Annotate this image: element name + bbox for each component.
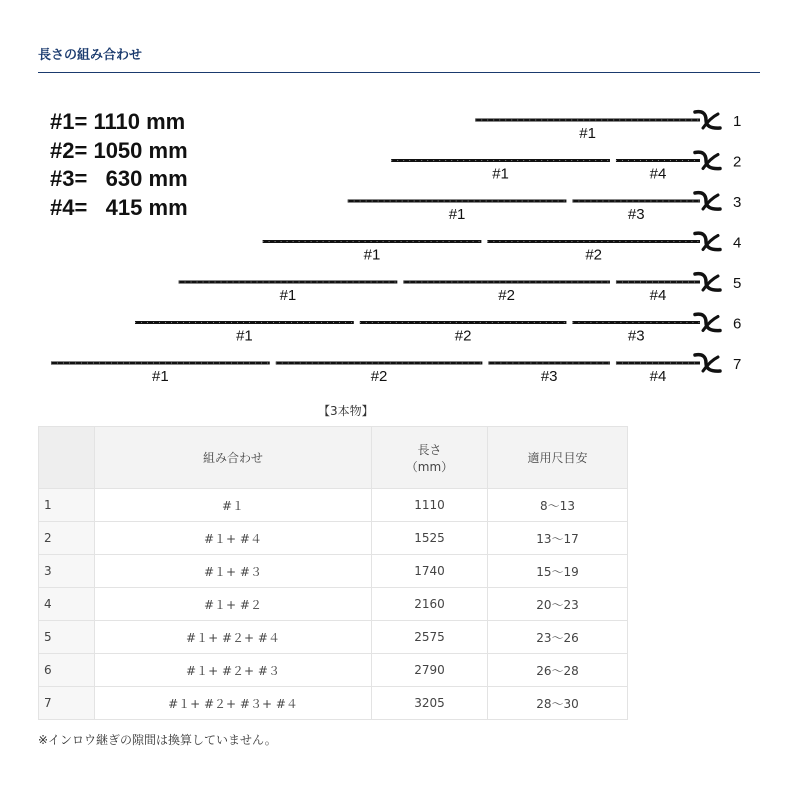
cell-index: 5 — [39, 621, 95, 654]
header-length-unit: （mm） — [405, 459, 454, 474]
combo-number: 3 — [733, 194, 742, 211]
length-label: #3= — [50, 166, 88, 191]
rod-section-label: #4 — [649, 287, 667, 304]
length-label: #4= — [50, 194, 88, 220]
cell-combo: #１+ #２+ #３+ #４ — [95, 687, 372, 720]
length-value: 415 — [105, 194, 143, 220]
cell-length: 2575 — [372, 621, 488, 654]
table-row — [39, 588, 628, 621]
cell-combo: #１+ #４ — [95, 522, 372, 555]
cell-index: 3 — [39, 555, 95, 588]
rod-section-label: #1 — [448, 206, 466, 223]
header-length — [372, 427, 488, 489]
rod-section-label: #1 — [579, 125, 596, 142]
length-unit: mm — [148, 194, 188, 220]
footnote: ※インロウ継ぎの隙間は換算していません。 — [38, 733, 277, 747]
table-row — [39, 489, 628, 522]
cell-combo: #１+ #２+ #４ — [95, 621, 372, 654]
table-header-row — [39, 427, 628, 489]
cell-index: 4 — [39, 588, 95, 621]
length-label: #1= — [50, 109, 88, 134]
cell-combo: #１ — [95, 489, 372, 522]
rod-section-label: #3 — [627, 206, 645, 223]
cell-combo: #１+ #２+ #３ — [95, 654, 372, 687]
rod-section-label: #1 — [236, 327, 253, 345]
rod-section-label: #1 — [492, 165, 509, 183]
header-length-label: 長さ — [417, 442, 442, 457]
cell-range: 13～17 — [488, 522, 628, 555]
table-row — [39, 522, 628, 555]
rod-section-label: #3 — [627, 327, 645, 345]
combo-number: 5 — [733, 275, 742, 292]
cell-range: 15～19 — [488, 555, 628, 588]
rod-section-label: #1 — [363, 246, 381, 264]
cell-range: 28～30 — [488, 687, 628, 720]
cell-combo: #１+ #３ — [95, 555, 372, 588]
length-value: 1050 — [93, 137, 143, 163]
section-title: 長さの組み合わせ — [38, 48, 143, 63]
length-unit: mm — [148, 166, 188, 191]
rod-combination-diagram — [0, 95, 800, 395]
cell-index: 7 — [39, 687, 95, 720]
rod-section-label: #2 — [454, 327, 472, 345]
cell-length: 2160 — [372, 588, 488, 621]
rod-section-label: #3 — [540, 368, 558, 385]
rod-section-label: #2 — [370, 368, 388, 385]
rod-section-label: #4 — [649, 165, 667, 183]
table-caption: 【3本物】 — [318, 404, 374, 418]
combo-number: 1 — [733, 113, 742, 130]
rod-section-label: #2 — [585, 246, 603, 264]
cell-index: 2 — [39, 522, 95, 555]
combo-number: 7 — [733, 356, 742, 373]
cell-range: 23～26 — [488, 621, 628, 654]
table-row — [39, 555, 628, 588]
header-index — [39, 427, 95, 489]
table-row — [39, 687, 628, 720]
combo-number: 6 — [733, 315, 742, 333]
rod-section-label: #4 — [649, 368, 667, 385]
cell-range: 20～23 — [488, 588, 628, 621]
title-divider — [38, 72, 760, 73]
length-unit: mm — [148, 137, 188, 163]
cell-length: 1525 — [372, 522, 488, 555]
length-value: 1110 — [93, 109, 140, 134]
cell-length: 3205 — [372, 687, 488, 720]
cell-length: 1110 — [372, 489, 488, 522]
header-range: 適用尺目安 — [488, 427, 628, 489]
table-row — [39, 621, 628, 654]
length-unit: mm — [146, 109, 186, 134]
combo-number: 2 — [733, 153, 742, 171]
combo-number: 4 — [733, 234, 742, 252]
table-row — [39, 654, 628, 687]
cell-range: 26～28 — [488, 654, 628, 687]
cell-index: 6 — [39, 654, 95, 687]
rod-section-label: #1 — [279, 287, 297, 304]
spec-table — [38, 426, 628, 720]
cell-length: 2790 — [372, 654, 488, 687]
cell-range: 8～13 — [488, 489, 628, 522]
header-combo: 組み合わせ — [95, 427, 372, 489]
length-label: #2= — [50, 137, 88, 163]
cell-length: 1740 — [372, 555, 488, 588]
cell-combo: #１+ #２ — [95, 588, 372, 621]
length-value: 630 — [105, 166, 143, 191]
cell-index: 1 — [39, 489, 95, 522]
rod-section-label: #1 — [152, 368, 169, 385]
rod-section-label: #2 — [498, 287, 515, 304]
